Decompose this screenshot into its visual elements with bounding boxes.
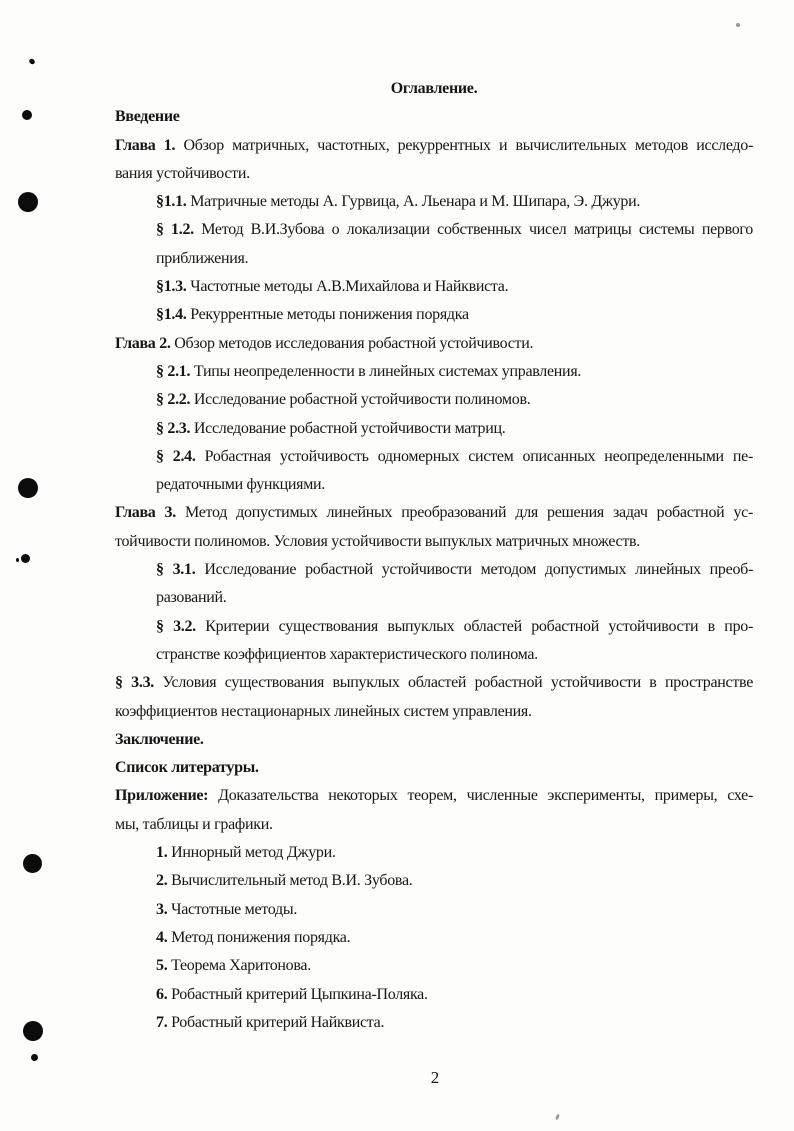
toc-entry: [115, 754, 753, 782]
toc-entry: [115, 301, 753, 329]
toc-entry: [115, 103, 753, 131]
toc-entry-line: §1.4. Рекуррентные методы понижения порядка: [156, 306, 469, 324]
toc-entry-label: Глава 1.: [115, 136, 176, 154]
toc-entry-line: странстве коэффициентов характеристического полинома.: [156, 645, 538, 663]
toc-entry-label: Глава 2.: [115, 334, 171, 352]
toc-entry-label: §1.1.: [156, 193, 187, 211]
toc-entry: [115, 924, 753, 952]
toc-entry-label: Приложение:: [115, 787, 209, 805]
toc-entry: [115, 952, 753, 980]
toc-entry-label: §1.3.: [156, 278, 187, 296]
toc-entry-line: § 2.4. Робастная устойчивость одномерных систем описанных неопределенными пе-: [156, 447, 753, 465]
toc-entry-line: 4. Метод понижения порядка.: [156, 928, 351, 946]
toc-entry-line: коэффициентов нестационарных линейных систем управления.: [115, 702, 532, 720]
ink-speck: [555, 1114, 560, 1121]
toc-entry: [115, 499, 753, 556]
toc-entry: [115, 273, 753, 301]
toc-entry-line: § 3.3. Условия существования выпуклых областей робастной устойчивости в пространстве: [115, 674, 754, 692]
toc-entry: [115, 216, 753, 273]
toc-entry-label: § 3.2.: [156, 617, 196, 635]
toc-entry: [115, 613, 753, 670]
toc-entry-line: Глава 1. Обзор матричных, частотных, рекуррентных и вычислительных методов исследо-: [115, 136, 753, 154]
toc-entry-label: Глава 3.: [115, 504, 176, 522]
ink-blot-large: [18, 192, 38, 212]
toc-entry-label: 6.: [156, 985, 168, 1003]
toc-entry: [115, 443, 753, 500]
toc-entry-label: 2.: [156, 872, 168, 890]
toc-entry-label: § 1.2.: [156, 221, 194, 239]
toc-entry-line: редаточными функциями.: [156, 476, 326, 494]
toc-entries: [115, 103, 753, 1037]
toc-entry-label: § 2.4.: [156, 447, 196, 465]
toc-entry-line: приближения.: [156, 249, 249, 267]
toc-entry: [115, 386, 753, 414]
toc-entry-label: Список литературы.: [115, 759, 259, 777]
toc-entry: [115, 782, 753, 839]
toc-entry-line: § 2.3. Исследование робастной устойчивости матриц.: [156, 419, 506, 437]
toc-entry-line: [115, 754, 753, 782]
toc-entry-line: 7. Робастный критерий Найквиста.: [156, 1013, 385, 1031]
page-number: 2: [430, 1068, 440, 1087]
ink-dot-small: [28, 58, 36, 66]
toc-entry-line: 3. Частотные методы.: [156, 900, 298, 918]
ink-dot-small: [22, 110, 32, 120]
toc-entry-label: § 2.3.: [156, 419, 191, 437]
toc-entry-line: Глава 2. Обзор методов исследования робастной устойчивости.: [115, 334, 534, 352]
toc-entry-label: 4.: [156, 928, 168, 946]
toc-entry-label: § 3.1.: [156, 561, 196, 579]
toc-entry-line: §1.3. Частотные методы А.В.Михайлова и Найквиста.: [156, 278, 509, 296]
toc-entry-line: вания устойчивости.: [115, 164, 250, 182]
toc-entry: [115, 726, 753, 754]
toc-entry: [115, 358, 753, 386]
ink-dot-small: [21, 554, 30, 563]
toc-entry-line: §1.1. Матричные методы А. Гурвица, А. Льенара и М. Шипара, Э. Джури.: [156, 193, 641, 211]
toc-entry-line: § 3.2. Критерии существования выпуклых областей робастной устойчивости в про-: [156, 617, 753, 635]
toc-entry: [115, 669, 753, 726]
toc-entry-line: § 1.2. Метод В.И.Зубова о локализации собственных чисел матрицы системы первого: [156, 221, 754, 239]
toc-entry: [115, 188, 753, 216]
toc-entry: [115, 132, 753, 189]
ink-speck: [736, 23, 740, 27]
toc-entry-line: § 2.1. Типы неопределенности в линейных системах управления.: [156, 362, 582, 380]
toc-entry: [115, 330, 753, 358]
toc-entry-label: 7.: [156, 1013, 168, 1031]
toc-content: [115, 75, 753, 1037]
toc-entry-label: Заключение.: [115, 730, 204, 748]
toc-entry-line: тойчивости полиномов. Условия устойчивости выпуклых матричных множеств.: [115, 532, 640, 550]
toc-entry-line: [115, 726, 753, 754]
toc-entry-label: 3.: [156, 900, 168, 918]
toc-entry-line: 6. Робастный критерий Цыпкина-Поляка.: [156, 985, 428, 1003]
toc-entry-line: 5. Теорема Харитонова.: [156, 957, 311, 975]
toc-entry-line: разований.: [156, 589, 227, 607]
toc-entry-line: Глава 3. Метод допустимых линейных преобразований для решения задач робастной ус-: [115, 504, 754, 522]
ink-blot-large: [18, 478, 38, 498]
toc-entry-line: § 3.1. Исследование робастной устойчивости методом допустимых линейных преоб-: [156, 561, 754, 579]
toc-entry-label: Введение: [115, 108, 180, 126]
toc-entry: [115, 415, 753, 443]
ink-blot-large: [23, 1021, 43, 1041]
ink-dot-small: [31, 1054, 38, 1061]
toc-entry-label: §1.4.: [156, 306, 187, 324]
toc-entry-line: Приложение: Доказательства некоторых теорем, численные эксперименты, примеры, схе-: [115, 787, 753, 805]
ink-speck: [16, 558, 19, 562]
toc-entry-line: 2. Вычислительный метод В.И. Зубова.: [156, 872, 413, 890]
toc-entry-label: § 2.1.: [156, 362, 191, 380]
toc-entry-line: § 2.2. Исследование робастной устойчивости полиномов.: [156, 391, 531, 409]
toc-entry: [115, 556, 753, 613]
ink-blot-large: [23, 854, 42, 873]
toc-entry-label: 1.: [156, 844, 168, 862]
toc-entry: [115, 981, 753, 1009]
toc-entry-line: [115, 103, 753, 131]
toc-entry: [115, 896, 753, 924]
toc-entry-label: 5.: [156, 957, 168, 975]
toc-entry-label: § 3.3.: [115, 674, 154, 692]
toc-entry-line: 1. Иннорный метод Джури.: [156, 844, 336, 862]
toc-entry: [115, 839, 753, 867]
toc-entry: [115, 867, 753, 895]
toc-entry-line: мы, таблицы и графики.: [115, 815, 273, 833]
page-title: Оглавление.: [390, 80, 478, 97]
toc-entry-label: § 2.2.: [156, 391, 191, 409]
toc-entry: [115, 1009, 753, 1037]
